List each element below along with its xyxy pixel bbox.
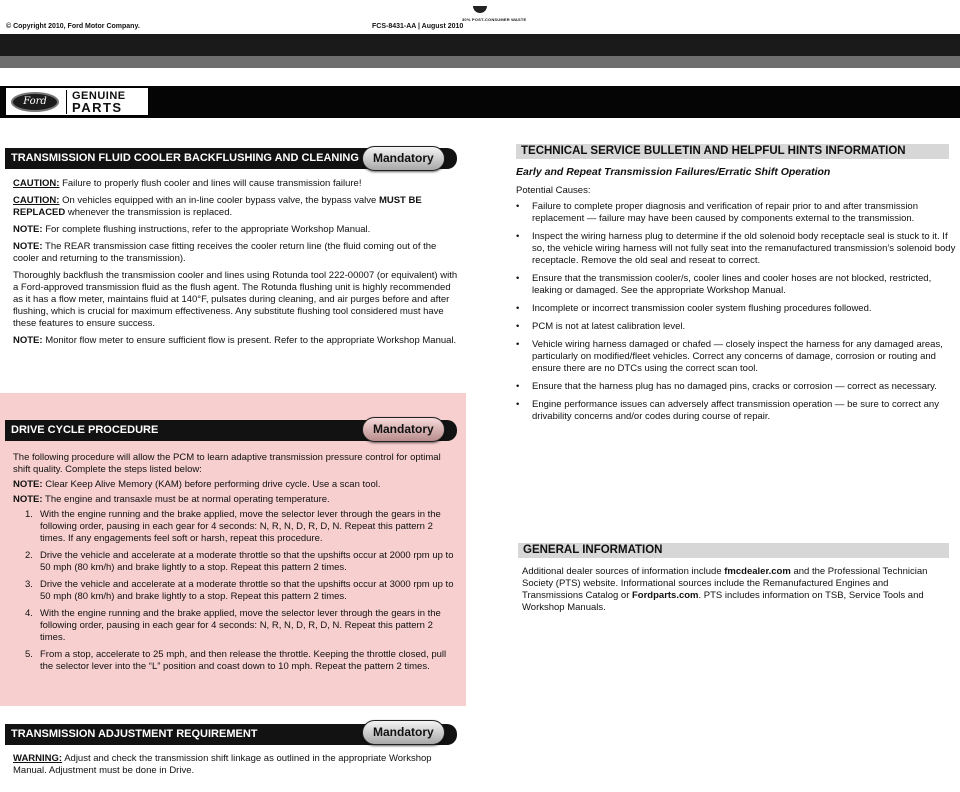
list-item: 5. From a stop, accelerate to 25 mph, and then release the throttle. Keeping the throttle closed, pull the selector lever into the “L” position and coast down to 10 mph. Repeat the pattern 2 times. [25, 649, 447, 672]
header-band-dark [0, 34, 960, 56]
list-item: • Vehicle wiring harness damaged or chafed — closely inspect the harness for any damaged areas, particularly on modified/fleet vehicles. Correct any concerns of damage, corrosion or routing and ensure there are no DTCs using the correct scan tool. [516, 339, 943, 374]
flush-note-2: NOTE: The REAR transmission case fitting receives the cooler return line (the fluid coming out of the cooler and returning to the transmission). [13, 241, 437, 264]
drive-section-body [13, 452, 460, 678]
bullet-icon: • [516, 339, 520, 350]
list-item: • Inspect the wiring harness plug to determine if the old solenoid body receptacle seal is stuck to it. If so, the vehicle wiring harness will not fully seat into the remanufactured transmission’s solenoid body receptacle. Remove the old seal and reseat to correct. [516, 231, 956, 266]
causes-list [516, 201, 956, 429]
flush-caution-1: CAUTION: Failure to properly flush cooler and lines will cause transmission failure! [13, 178, 362, 189]
genuine-word: GENUINE [72, 89, 126, 102]
list-item: 1. With the engine running and the brake applied, move the selector lever through the gears in the following order, pausing in each gear for 4 seconds: N, R, N, D, R, D, N. Repeat this pattern 2 times. If any engagements feel soft or harsh, repeat this procedure. [25, 509, 441, 544]
bullet-icon: • [516, 231, 520, 242]
list-item: 2. Drive the vehicle and accelerate at a moderate throttle so that the upshifts occur at 2000 rpm up to 50 mph (80 km/h) and brake lightly to a stop. Repeat this pattern 2 times. [25, 550, 454, 573]
bullet-icon: • [516, 273, 520, 284]
genuine-parts-logo [5, 87, 149, 116]
drive-steps-list [13, 509, 460, 673]
list-item: 4. With the engine running and the brake applied, move the selector lever through the gears in the following order, pausing in each gear for 4 seconds: N, R, N, D, R, D, N. Repeat this pattern 2 times. [25, 608, 441, 643]
flush-section-title: TRANSMISSION FLUID COOLER BACKFLUSHING AND CLEANING [11, 152, 359, 164]
header-band-gray [0, 56, 960, 68]
flush-section-body [13, 178, 458, 352]
list-item: • Engine performance issues can adversely affect transmission operation — be sure to correct any drivability concerns and/or codes during course of repair. [516, 399, 939, 422]
drive-intro: The following procedure will allow the PCM to learn adaptive transmission pressure control for optimal shift quality. Complete the steps listed below: [13, 452, 441, 475]
drive-section-title: DRIVE CYCLE PROCEDURE [11, 424, 159, 436]
bullet-icon: • [516, 303, 520, 314]
genuine-parts-wordmark [66, 90, 126, 114]
potential-causes-label: Potential Causes: [516, 185, 591, 196]
recycle-mark-text: 30% POST-CONSUMER WASTE [462, 17, 527, 22]
general-info-text: Additional dealer sources of information include fmcdealer.com and the Professional Technician Society (PTS) website. Informational sources include the Remanufactured Engines and Transmissions Catalog or Fordparts.com. PTS includes information on TSB, Service Tools and Workshop Manuals. [522, 566, 928, 613]
bullet-icon: • [516, 321, 520, 332]
list-item: • Ensure that the transmission cooler/s, cooler lines and cooler hoses are not blocked, restricted, leaking or damaged. See the appropriate Workshop Manual. [516, 273, 932, 296]
list-item: • Incomplete or incorrect transmission cooler system flushing procedures followed. [516, 303, 872, 314]
list-item: • PCM is not at latest calibration level. [516, 321, 686, 332]
fordparts-link[interactable]: Fordparts.com [632, 590, 699, 601]
bullet-icon: • [516, 399, 520, 410]
adjust-mandatory-badge: Mandatory [362, 720, 445, 745]
flush-paragraph: Thoroughly backflush the transmission cooler and lines using Rotunda tool 222-00007 (or equivalent) with a Ford-approved transmission fluid as the flush agent. The Rotunda flushing unit is highly recommended as it has a flow meter, maintains fluid at 140°F, pulsates during cleaning, and air purges before and after flushing, which is crucial for maximum effectiveness. Any substitute flushing tool considered must have these features to ensure success. [13, 270, 458, 329]
tsb-subtitle: Early and Repeat Transmission Failures/Erratic Shift Operation [516, 166, 831, 178]
drive-note-2: NOTE: The engine and transaxle must be at normal operating temperature. [13, 494, 330, 505]
list-item: 3. Drive the vehicle and accelerate at a moderate throttle so that the upshifts occur at 3000 rpm up to 50 mph (80 km/h) and brake lightly to a stop. Repeat this pattern 2 times. [25, 579, 454, 602]
adjust-warning: WARNING: Adjust and check the transmission shift linkage as outlined in the appropriate Workshop Manual. Adjustment must be done in Drive. [13, 753, 432, 776]
ford-oval-icon: Ford [11, 92, 59, 112]
flush-caution-2: CAUTION: On vehicles equipped with an in-line cooler bypass valve, the bypass valve MUST BE REPLACED whenever the transmission is replaced. [13, 195, 422, 218]
bullet-icon: • [516, 381, 520, 392]
list-item: • Ensure that the harness plug has no damaged pins, cracks or corrosion — correct as necessary. [516, 381, 937, 392]
flush-note-1: NOTE: For complete flushing instructions, refer to the appropriate Workshop Manual. [13, 224, 371, 235]
drive-mandatory-badge: Mandatory [362, 417, 445, 442]
drive-note-1: NOTE: Clear Keep Alive Memory (KAM) before performing drive cycle. Use a scan tool. [13, 479, 381, 490]
tsb-section-title: TECHNICAL SERVICE BULLETIN AND HELPFUL HINTS INFORMATION [516, 144, 949, 159]
flush-mandatory-badge: Mandatory [362, 146, 445, 171]
fmcdealer-link[interactable]: fmcdealer.com [724, 566, 791, 577]
list-item: • Failure to complete proper diagnosis and verification of repair prior to and after transmission replacement — failure may have been caused by components external to the transmission. [516, 201, 918, 224]
copyright-text: © Copyright 2010, Ford Motor Company. [6, 23, 140, 30]
bullet-icon: • [516, 201, 520, 212]
recycle-seal-icon [473, 6, 487, 13]
flush-note-3: NOTE: Monitor flow meter to ensure sufficient flow is present. Refer to the appropriate Workshop Manual. [13, 335, 457, 346]
parts-word: PARTS [72, 99, 123, 115]
recycle-mark [462, 0, 527, 22]
general-info-title: GENERAL INFORMATION [518, 543, 949, 558]
adjust-section-title: TRANSMISSION ADJUSTMENT REQUIREMENT [11, 728, 258, 740]
document-id: FCS-8431-AA | August 2010 [372, 23, 464, 30]
